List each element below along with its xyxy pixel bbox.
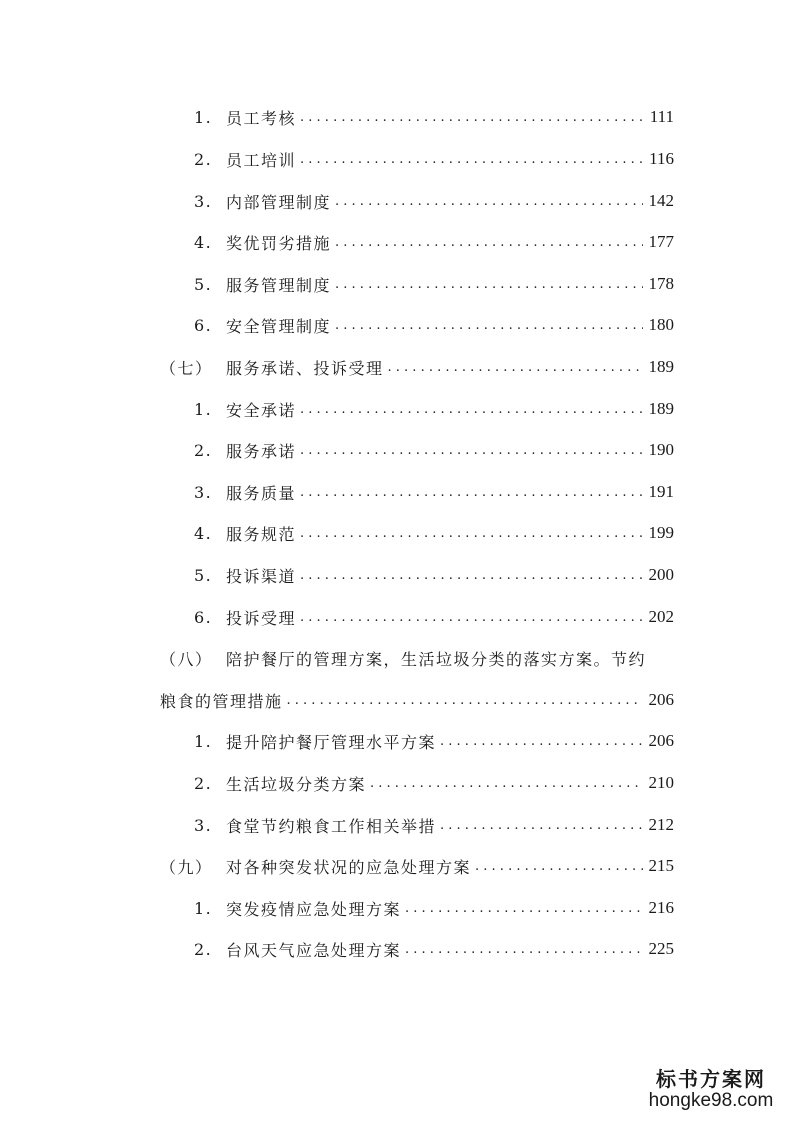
toc-number: 1. [194,107,213,127]
toc-number: 2. [194,440,213,460]
toc-leader [300,152,643,167]
toc-leader [440,734,642,749]
toc-section-number: （八） [160,649,213,669]
toc-leader [405,942,642,957]
toc-entry-continuation[interactable] [160,679,674,721]
toc-leader [300,568,642,583]
toc-entry[interactable] [160,180,674,222]
toc-title: 服务管理制度 [226,275,332,295]
toc-entry[interactable] [160,96,674,138]
toc-title: 安全管理制度 [226,316,332,336]
toc-page: 116 [649,149,674,168]
toc-page: 212 [648,815,674,834]
toc-number: 5. [194,565,213,585]
toc-title: 服务质量 [226,483,297,503]
toc-number: 5. [194,274,213,294]
toc-title: 陪护餐厅的管理方案，生活垃圾分类的落实方案。节约 [226,649,647,669]
toc-number: 4. [194,523,213,543]
toc-title: 员工考核 [226,108,297,128]
toc-title: 员工培训 [226,150,297,170]
toc-page: 210 [648,773,674,792]
toc-page: 202 [648,607,674,626]
toc-entry[interactable] [160,554,674,596]
toc-entry[interactable] [160,928,674,970]
toc-leader [300,110,644,125]
toc-page: 180 [648,315,674,334]
toc-page: 189 [648,357,674,376]
toc-number: 2. [194,773,213,793]
toc-page: 216 [648,898,674,917]
toc-number: 2. [194,939,213,959]
toc-leader [405,901,642,916]
toc-entry[interactable] [160,596,674,638]
toc-title: 食堂节约粮食工作相关举措 [226,816,437,836]
toc-title: 安全承诺 [226,400,297,420]
toc-title: 提升陪护餐厅管理水平方案 [226,732,437,752]
toc-title: 服务承诺、投诉受理 [226,358,384,378]
toc-leader [335,235,642,250]
toc-page: 206 [648,690,674,709]
toc-page: 178 [648,274,674,293]
toc-page: 142 [648,191,674,210]
toc-section-number: （七） [160,358,213,378]
toc-page: 177 [648,232,674,251]
toc-title: 内部管理制度 [226,192,332,212]
toc-page: 189 [648,399,674,418]
toc-entry[interactable] [160,804,674,846]
toc-leader [388,360,643,375]
toc-section-number: （九） [160,857,213,877]
toc-number: 6. [194,607,213,627]
toc-title: 台风天气应急处理方案 [226,940,402,960]
toc-number: 6. [194,315,213,335]
toc-leader [300,610,642,625]
toc-number: 1. [194,399,213,419]
toc-entry[interactable] [160,138,674,180]
toc-title: 服务规范 [226,524,297,544]
toc-entry[interactable] [160,720,674,762]
toc-number: 2. [194,149,213,169]
toc-leader [335,318,642,333]
toc-title: 服务承诺 [226,441,297,461]
toc-page: 215 [648,856,674,875]
toc-entry[interactable] [160,762,674,804]
toc-title: 投诉受理 [226,608,297,628]
toc-number: 1. [194,731,213,751]
toc-leader [300,402,642,417]
toc-title-continued: 粮食的管理措施 [160,691,283,711]
toc-page: 225 [648,939,674,958]
toc-number: 3. [194,482,213,502]
toc-page: 191 [648,482,674,501]
toc-section-entry[interactable] [160,845,674,887]
toc-section-entry[interactable] [160,346,674,388]
toc-title: 奖优罚劣措施 [226,233,332,253]
watermark-logo [643,1063,779,1112]
toc-leader [370,776,642,791]
toc-entry[interactable] [160,429,674,471]
toc-page: 199 [648,523,674,542]
toc-page: 200 [648,565,674,584]
toc-leader [475,859,642,874]
toc-entry[interactable] [160,388,674,430]
toc-leader [300,485,642,500]
toc-entry[interactable] [160,263,674,305]
toc-entry[interactable] [160,304,674,346]
toc-number: 4. [194,232,213,252]
watermark-url: hongke98.com [648,1090,774,1111]
toc-number: 3. [194,815,213,835]
toc-section-entry[interactable] [160,637,674,679]
watermark-brand: 标书方案网 [656,1067,766,1091]
toc-leader [287,693,643,708]
toc-entry[interactable] [160,221,674,263]
toc-leader [300,526,642,541]
toc-title: 对各种突发状况的应急处理方案 [226,857,472,877]
toc-entry[interactable] [160,471,674,513]
toc-entry[interactable] [160,887,674,929]
toc-number: 3. [194,191,213,211]
toc-title: 生活垃圾分类方案 [226,774,367,794]
toc-title: 投诉渠道 [226,566,297,586]
toc-entry[interactable] [160,512,674,554]
toc-page: 206 [648,731,674,750]
toc-leader [335,277,642,292]
toc-leader [440,818,642,833]
toc-leader [300,443,642,458]
toc-page: 111 [649,107,674,126]
toc-title: 突发疫情应急处理方案 [226,899,402,919]
toc-page: 190 [648,440,674,459]
toc-leader [335,194,642,209]
toc-number: 1. [194,898,213,918]
